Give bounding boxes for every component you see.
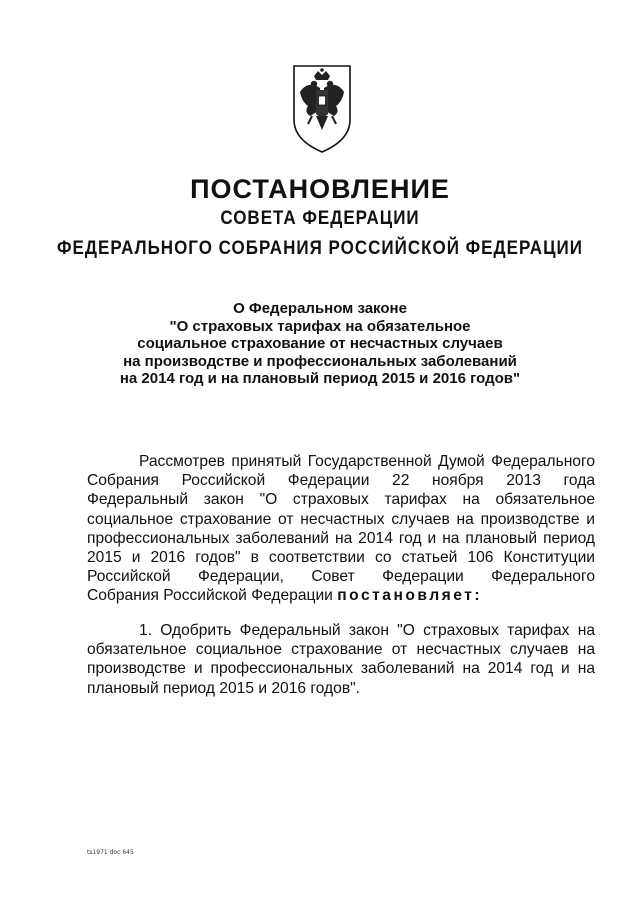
paragraph-line-text: Собрания Российской Федерации	[87, 587, 338, 605]
body-paragraph-1	[87, 452, 595, 606]
subject-line: О Федеральном законе	[233, 300, 407, 317]
subject-line: на производстве и профессиональных заболеваний	[123, 352, 517, 370]
paragraph-line: Российской Федерации, Совет Федерации Федерального	[87, 568, 595, 586]
document-subject	[60, 300, 580, 388]
body-paragraph-2	[87, 621, 595, 698]
document-subtitle-2: ФЕДЕРАЛЬНОГО СОБРАНИЯ РОССИЙСКОЙ ФЕДЕРАЦИИ	[57, 236, 583, 259]
paragraph-line: Собрания Российской Федерации 22 ноября 2013 года	[87, 472, 595, 490]
paragraph-line: Рассмотрев принятый Государственной Думой Федерального	[139, 453, 595, 470]
paragraph-line: производстве и профессиональных заболеваний на 2014 год и на	[87, 660, 595, 678]
paragraph-line	[87, 586, 595, 605]
paragraph-line: Федеральный закон "О страховых тарифах на обязательное	[87, 491, 595, 509]
coat-of-arms-icon	[290, 62, 354, 154]
paragraph-line: обязательное социальное страхование от несчастных случаев на	[87, 641, 595, 659]
document-title: ПОСТАНОВЛЕНИЕ	[190, 174, 450, 204]
paragraph-line: плановый период 2015 и 2016 годов".	[87, 679, 360, 697]
resolution-keyword: постановляет:	[337, 587, 483, 605]
document-subtitle-1: СОВЕТА ФЕДЕРАЦИИ	[220, 206, 420, 229]
paragraph-line: профессиональных заболеваний на 2014 год и на плановый период	[87, 529, 595, 547]
paragraph-line: 2015 и 2016 годов" в соответствии со статьей 106 Конституции	[87, 549, 595, 567]
paragraph-line: 1. Одобрить Федеральный закон "О страховых тарифах на	[139, 622, 595, 639]
subject-line: социальное страхование от несчастных случаев	[137, 335, 503, 352]
paragraph-line: социальное страхование от несчастных случаев на производстве и	[87, 510, 595, 528]
subject-line: на 2014 год и на плановый период 2015 и 2016 годов"	[119, 370, 521, 387]
document-code: ts1971 doc 645	[87, 849, 134, 856]
subject-line: "О страховых тарифах на обязательное	[169, 317, 471, 335]
